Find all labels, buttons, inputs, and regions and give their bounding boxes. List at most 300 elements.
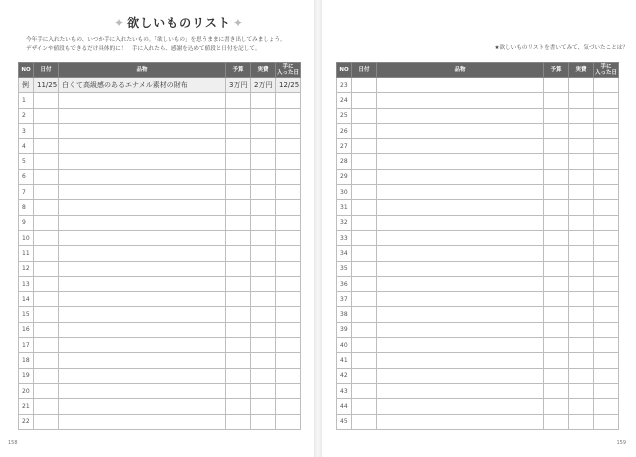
row-actual[interactable]	[251, 414, 276, 429]
row-budget[interactable]	[544, 322, 569, 337]
row-actual[interactable]	[251, 368, 276, 383]
row-item[interactable]	[59, 246, 226, 261]
example-item: 白くて高級感のあるエナメル素材の財布	[59, 78, 226, 93]
row-got[interactable]	[594, 78, 619, 93]
row-item[interactable]	[59, 154, 226, 169]
row-no: 37	[337, 292, 352, 307]
row-actual[interactable]	[251, 353, 276, 368]
table-row	[337, 368, 619, 383]
row-budget[interactable]	[226, 292, 251, 307]
row-item[interactable]	[59, 200, 226, 215]
row-actual[interactable]	[569, 338, 594, 353]
row-item[interactable]	[377, 78, 544, 93]
row-item[interactable]	[377, 154, 544, 169]
row-actual[interactable]	[251, 139, 276, 154]
row-got[interactable]	[276, 200, 301, 215]
row-date[interactable]	[34, 123, 59, 138]
row-no: 15	[19, 307, 34, 322]
row-got[interactable]	[594, 338, 619, 353]
header-no: NO	[337, 63, 352, 78]
row-actual[interactable]	[251, 261, 276, 276]
row-budget[interactable]	[226, 307, 251, 322]
row-budget[interactable]	[544, 108, 569, 123]
row-item[interactable]	[377, 383, 544, 398]
row-item[interactable]	[377, 123, 544, 138]
row-actual[interactable]	[569, 292, 594, 307]
row-actual[interactable]	[251, 307, 276, 322]
row-actual[interactable]	[569, 261, 594, 276]
example-no: 例	[19, 78, 34, 93]
row-date[interactable]	[34, 215, 59, 230]
row-actual[interactable]	[569, 307, 594, 322]
table-row	[19, 338, 301, 353]
table-row	[19, 108, 301, 123]
row-date[interactable]	[34, 230, 59, 245]
row-item[interactable]	[377, 200, 544, 215]
row-got[interactable]	[276, 93, 301, 108]
row-budget[interactable]	[544, 154, 569, 169]
row-actual[interactable]	[251, 215, 276, 230]
row-no: 39	[337, 322, 352, 337]
row-got[interactable]	[276, 261, 301, 276]
row-budget[interactable]	[544, 93, 569, 108]
header-budget: 予算	[544, 63, 569, 78]
row-got[interactable]	[594, 399, 619, 414]
row-actual[interactable]	[251, 230, 276, 245]
row-got[interactable]	[276, 292, 301, 307]
row-date[interactable]	[34, 353, 59, 368]
table-row	[337, 353, 619, 368]
row-date[interactable]	[352, 353, 377, 368]
row-actual[interactable]	[251, 338, 276, 353]
row-date[interactable]	[352, 292, 377, 307]
row-actual[interactable]	[569, 169, 594, 184]
row-actual[interactable]	[569, 154, 594, 169]
row-got[interactable]	[276, 383, 301, 398]
page-number: 158	[8, 440, 18, 446]
row-budget[interactable]	[226, 276, 251, 291]
row-got[interactable]	[276, 169, 301, 184]
row-date[interactable]	[34, 108, 59, 123]
row-item[interactable]	[59, 292, 226, 307]
row-budget[interactable]	[226, 154, 251, 169]
row-budget[interactable]	[544, 230, 569, 245]
row-budget[interactable]	[226, 215, 251, 230]
row-actual[interactable]	[569, 276, 594, 291]
row-actual[interactable]	[569, 139, 594, 154]
table-row	[19, 215, 301, 230]
row-got[interactable]	[594, 230, 619, 245]
row-date[interactable]	[352, 246, 377, 261]
row-date[interactable]	[352, 307, 377, 322]
row-date[interactable]	[34, 139, 59, 154]
row-date[interactable]	[34, 200, 59, 215]
row-item[interactable]	[377, 169, 544, 184]
row-budget[interactable]	[226, 246, 251, 261]
row-no: 6	[19, 169, 34, 184]
row-date[interactable]	[34, 368, 59, 383]
row-item[interactable]	[59, 399, 226, 414]
row-budget[interactable]	[544, 276, 569, 291]
row-actual[interactable]	[251, 185, 276, 200]
example-actual: 2万円	[251, 78, 276, 93]
wish-list-table-left	[18, 62, 301, 430]
row-actual[interactable]	[569, 383, 594, 398]
row-date[interactable]	[352, 169, 377, 184]
row-date[interactable]	[34, 185, 59, 200]
page-number: 159	[616, 440, 626, 446]
row-budget[interactable]	[544, 215, 569, 230]
row-no: 8	[19, 200, 34, 215]
row-item[interactable]	[59, 123, 226, 138]
row-actual[interactable]	[251, 169, 276, 184]
row-got[interactable]	[276, 368, 301, 383]
row-got[interactable]	[276, 123, 301, 138]
row-actual[interactable]	[569, 185, 594, 200]
row-actual[interactable]	[569, 399, 594, 414]
row-actual[interactable]	[569, 78, 594, 93]
row-date[interactable]	[352, 139, 377, 154]
row-actual[interactable]	[251, 93, 276, 108]
row-item[interactable]	[377, 292, 544, 307]
row-got[interactable]	[276, 154, 301, 169]
row-item[interactable]	[377, 414, 544, 429]
row-got[interactable]	[594, 154, 619, 169]
row-budget[interactable]	[226, 353, 251, 368]
row-item[interactable]	[377, 246, 544, 261]
row-got[interactable]	[594, 108, 619, 123]
table-row	[337, 139, 619, 154]
row-no: 22	[19, 414, 34, 429]
table-row	[337, 414, 619, 429]
row-budget[interactable]	[544, 399, 569, 414]
row-got[interactable]	[594, 414, 619, 429]
page-title	[112, 14, 246, 31]
row-item[interactable]	[59, 108, 226, 123]
row-budget[interactable]	[544, 383, 569, 398]
row-date[interactable]	[34, 383, 59, 398]
table-row	[19, 169, 301, 184]
table-row	[19, 139, 301, 154]
table-row	[337, 154, 619, 169]
row-budget[interactable]	[226, 368, 251, 383]
row-date[interactable]	[352, 383, 377, 398]
right-page	[322, 0, 636, 457]
sparkle-icon: ✦	[232, 16, 244, 30]
header-got-date	[276, 63, 301, 78]
row-item[interactable]	[377, 338, 544, 353]
row-budget[interactable]	[226, 399, 251, 414]
row-got[interactable]	[594, 383, 619, 398]
row-item[interactable]	[59, 230, 226, 245]
table-row	[337, 246, 619, 261]
row-date[interactable]	[352, 93, 377, 108]
row-got[interactable]	[594, 246, 619, 261]
left-page	[0, 0, 314, 457]
row-budget[interactable]	[544, 307, 569, 322]
row-budget[interactable]	[226, 169, 251, 184]
row-date[interactable]	[352, 414, 377, 429]
row-no: 26	[337, 123, 352, 138]
row-date[interactable]	[34, 399, 59, 414]
row-budget[interactable]	[226, 185, 251, 200]
row-actual[interactable]	[569, 353, 594, 368]
row-no: 27	[337, 139, 352, 154]
row-item[interactable]	[377, 322, 544, 337]
row-budget[interactable]	[226, 93, 251, 108]
row-budget[interactable]	[544, 246, 569, 261]
row-budget[interactable]	[544, 139, 569, 154]
row-actual[interactable]	[251, 123, 276, 138]
row-got[interactable]	[594, 169, 619, 184]
row-actual[interactable]	[569, 123, 594, 138]
row-got[interactable]	[276, 399, 301, 414]
table-row	[337, 261, 619, 276]
header-budget: 予算	[226, 63, 251, 78]
row-actual[interactable]	[251, 322, 276, 337]
row-budget[interactable]	[226, 414, 251, 429]
intro-text: 今年手に入れたいもの、いつか手に入れたいもの。「欲しいもの」を思うままに書き出してみましょう。 デザインや値段もできるだけ具体的に！ 手に入れたら、感謝を込めて値段と日付を記して。	[26, 37, 286, 52]
row-date[interactable]	[352, 338, 377, 353]
row-date[interactable]	[352, 261, 377, 276]
row-date[interactable]	[34, 169, 59, 184]
row-got[interactable]	[276, 139, 301, 154]
row-budget[interactable]	[226, 383, 251, 398]
row-budget[interactable]	[544, 368, 569, 383]
table-row	[337, 292, 619, 307]
table-row	[337, 276, 619, 291]
row-date[interactable]	[352, 276, 377, 291]
row-actual[interactable]	[251, 246, 276, 261]
row-got[interactable]	[276, 246, 301, 261]
row-budget[interactable]	[544, 200, 569, 215]
row-date[interactable]	[34, 307, 59, 322]
row-item[interactable]	[59, 261, 226, 276]
row-item[interactable]	[377, 261, 544, 276]
row-no: 35	[337, 261, 352, 276]
row-actual[interactable]	[569, 246, 594, 261]
row-got[interactable]	[276, 307, 301, 322]
row-date[interactable]	[352, 123, 377, 138]
row-date[interactable]	[34, 292, 59, 307]
header-no: NO	[19, 63, 34, 78]
row-date[interactable]	[352, 399, 377, 414]
row-budget[interactable]	[226, 338, 251, 353]
table-row	[337, 399, 619, 414]
row-budget[interactable]	[226, 108, 251, 123]
row-got[interactable]	[594, 200, 619, 215]
row-actual[interactable]	[569, 230, 594, 245]
row-item[interactable]	[377, 108, 544, 123]
row-date[interactable]	[352, 154, 377, 169]
header-actual: 実費	[251, 63, 276, 78]
row-date[interactable]	[352, 185, 377, 200]
table-row	[19, 353, 301, 368]
row-budget[interactable]	[544, 123, 569, 138]
row-no: 32	[337, 215, 352, 230]
row-budget[interactable]	[544, 414, 569, 429]
row-item[interactable]	[377, 399, 544, 414]
row-budget[interactable]	[226, 261, 251, 276]
table-row	[19, 292, 301, 307]
table-row	[19, 307, 301, 322]
header-got-line2: 入った日	[594, 70, 617, 76]
row-actual[interactable]	[251, 108, 276, 123]
row-item[interactable]	[377, 276, 544, 291]
row-got[interactable]	[594, 139, 619, 154]
row-no: 38	[337, 307, 352, 322]
header-got-line1: 手に	[600, 64, 612, 70]
row-actual[interactable]	[569, 368, 594, 383]
row-actual[interactable]	[569, 215, 594, 230]
table-row	[19, 123, 301, 138]
row-date[interactable]	[352, 78, 377, 93]
row-actual[interactable]	[569, 414, 594, 429]
row-date[interactable]	[34, 338, 59, 353]
row-date[interactable]	[34, 261, 59, 276]
row-date[interactable]	[34, 322, 59, 337]
row-date[interactable]	[34, 93, 59, 108]
row-no: 29	[337, 169, 352, 184]
row-date[interactable]	[34, 246, 59, 261]
row-actual[interactable]	[251, 200, 276, 215]
row-actual[interactable]	[569, 322, 594, 337]
row-got[interactable]	[594, 322, 619, 337]
row-item[interactable]	[59, 414, 226, 429]
row-got[interactable]	[276, 230, 301, 245]
row-item[interactable]	[377, 93, 544, 108]
header-got-line1: 手に	[282, 64, 294, 70]
row-item[interactable]	[59, 353, 226, 368]
row-date[interactable]	[352, 215, 377, 230]
row-no: 11	[19, 246, 34, 261]
row-item[interactable]	[59, 368, 226, 383]
row-got[interactable]	[594, 261, 619, 276]
example-got: 12/25	[276, 78, 301, 93]
page-title-text: 欲しいものリスト	[127, 16, 231, 30]
row-date[interactable]	[352, 108, 377, 123]
row-actual[interactable]	[251, 154, 276, 169]
header-date: 日付	[34, 63, 59, 78]
row-got[interactable]	[594, 368, 619, 383]
row-budget[interactable]	[226, 230, 251, 245]
row-item[interactable]	[59, 383, 226, 398]
row-item[interactable]	[377, 230, 544, 245]
row-item[interactable]	[59, 93, 226, 108]
row-actual[interactable]	[569, 200, 594, 215]
row-date[interactable]	[352, 200, 377, 215]
header-got-line2: 入った日	[276, 70, 299, 76]
row-got[interactable]	[276, 215, 301, 230]
row-item[interactable]	[59, 307, 226, 322]
row-item[interactable]	[377, 307, 544, 322]
row-got[interactable]	[276, 414, 301, 429]
reflection-note: ★欲しいものリストを書いてみて、気づいたことは？	[494, 45, 628, 51]
row-item[interactable]	[59, 322, 226, 337]
row-item[interactable]	[59, 139, 226, 154]
row-no: 5	[19, 154, 34, 169]
row-budget[interactable]	[226, 123, 251, 138]
row-date[interactable]	[352, 322, 377, 337]
row-item[interactable]	[377, 215, 544, 230]
row-got[interactable]	[594, 307, 619, 322]
row-got[interactable]	[594, 292, 619, 307]
book-gutter	[314, 0, 322, 457]
row-no: 42	[337, 368, 352, 383]
row-got[interactable]	[594, 215, 619, 230]
table-row	[19, 383, 301, 398]
row-got[interactable]	[594, 93, 619, 108]
row-actual[interactable]	[569, 108, 594, 123]
row-date[interactable]	[34, 414, 59, 429]
table-row	[19, 230, 301, 245]
row-budget[interactable]	[226, 322, 251, 337]
row-no: 41	[337, 353, 352, 368]
row-got[interactable]	[594, 353, 619, 368]
row-actual[interactable]	[251, 399, 276, 414]
row-no: 43	[337, 383, 352, 398]
table-row	[337, 185, 619, 200]
row-budget[interactable]	[544, 78, 569, 93]
row-budget[interactable]	[544, 261, 569, 276]
row-budget[interactable]	[544, 169, 569, 184]
row-budget[interactable]	[544, 338, 569, 353]
row-got[interactable]	[594, 123, 619, 138]
row-actual[interactable]	[251, 383, 276, 398]
table-row	[19, 322, 301, 337]
row-got[interactable]	[594, 276, 619, 291]
row-item[interactable]	[59, 215, 226, 230]
table-row	[337, 169, 619, 184]
row-item[interactable]	[377, 353, 544, 368]
row-budget[interactable]	[544, 353, 569, 368]
row-actual[interactable]	[569, 93, 594, 108]
row-date[interactable]	[352, 230, 377, 245]
row-item[interactable]	[59, 185, 226, 200]
row-got[interactable]	[276, 338, 301, 353]
row-item[interactable]	[377, 185, 544, 200]
row-budget[interactable]	[226, 139, 251, 154]
row-actual[interactable]	[251, 292, 276, 307]
row-no: 18	[19, 353, 34, 368]
sparkle-icon: ✦	[114, 16, 126, 30]
row-item[interactable]	[377, 368, 544, 383]
row-no: 3	[19, 123, 34, 138]
table-header-row	[337, 63, 619, 78]
row-got[interactable]	[276, 185, 301, 200]
row-date[interactable]	[34, 154, 59, 169]
row-item[interactable]	[59, 338, 226, 353]
row-got[interactable]	[276, 108, 301, 123]
row-actual[interactable]	[251, 276, 276, 291]
row-item[interactable]	[59, 276, 226, 291]
row-got[interactable]	[594, 185, 619, 200]
wish-list-table-right	[336, 62, 619, 430]
table-row	[337, 108, 619, 123]
row-got[interactable]	[276, 353, 301, 368]
row-budget[interactable]	[226, 200, 251, 215]
row-date[interactable]	[352, 368, 377, 383]
row-item[interactable]	[59, 169, 226, 184]
table-row	[19, 399, 301, 414]
row-budget[interactable]	[544, 292, 569, 307]
row-item[interactable]	[377, 139, 544, 154]
row-no: 12	[19, 261, 34, 276]
row-budget[interactable]	[544, 185, 569, 200]
row-got[interactable]	[276, 322, 301, 337]
row-date[interactable]	[34, 276, 59, 291]
row-got[interactable]	[276, 276, 301, 291]
